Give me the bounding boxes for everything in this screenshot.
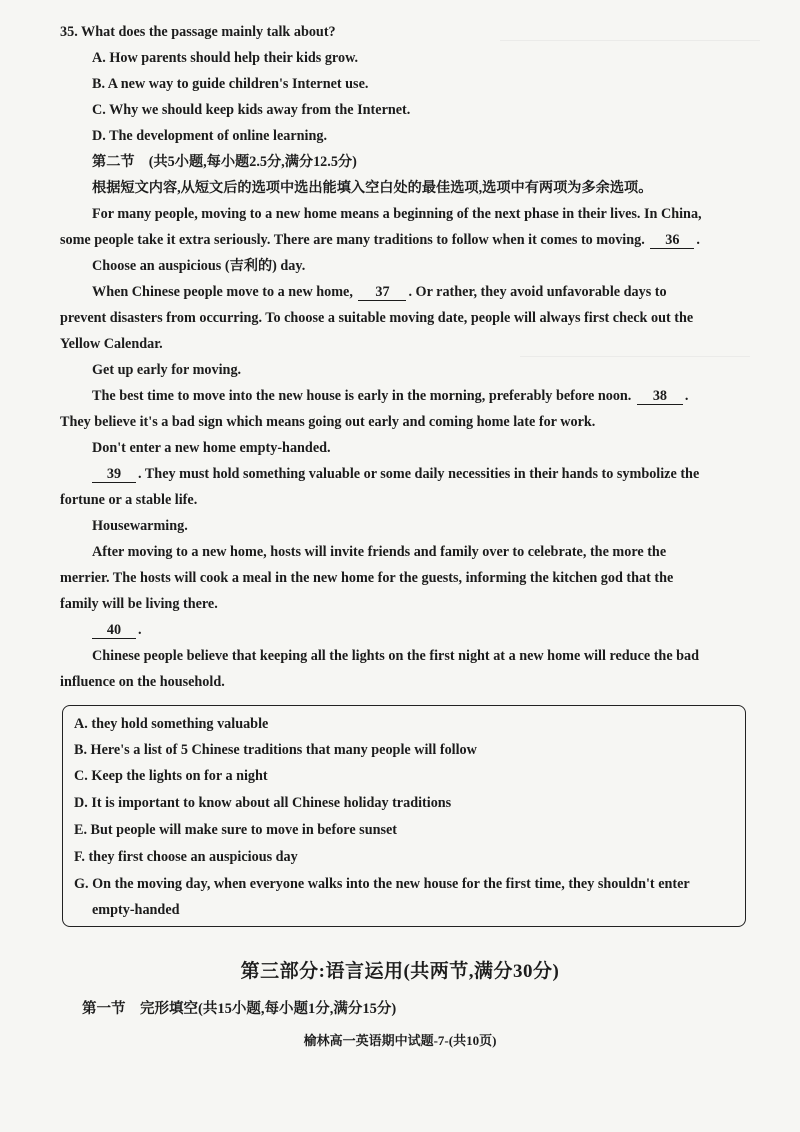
q35-option-c: C. Why we should keep kids away from the Internet.: [92, 102, 411, 118]
q35-stem: 35. What does the passage mainly talk about?: [60, 24, 336, 40]
passage-line: fortune or a stable life.: [60, 492, 198, 508]
passage-text: some people take it extra seriously. There are many traditions to follow when it comes to moving.: [60, 232, 645, 248]
passage-text: The best time to move into the new house is early in the morning, preferably before noon.: [92, 388, 632, 404]
period: .: [138, 622, 142, 638]
option-e: E. But people will make sure to move in before sunset: [74, 822, 398, 838]
passage-text: . Or rather, they avoid unfavorable days to: [408, 284, 667, 300]
part3-title: 第三部分:语言运用(共两节,满分30分): [240, 961, 560, 982]
page-footer: 榆林高一英语期中试题-7-(共10页): [303, 1033, 497, 1048]
option-f: F. they first choose an auspicious day: [74, 849, 298, 865]
passage-text: When Chinese people move to a new home,: [92, 284, 353, 300]
passage-text: . They must hold something valuable or some daily necessities in their hands to symbolize the: [138, 466, 700, 482]
passage-line: [92, 464, 699, 484]
option-a: A. they hold something valuable: [74, 716, 269, 732]
option-d: D. It is important to know about all Chinese holiday traditions: [74, 795, 452, 811]
passage-line: merrier. The hosts will cook a meal in the new home for the guests, informing the kitchen god that the: [60, 570, 674, 586]
passage-line: prevent disasters from occurring. To choose a suitable moving date, people will always first check out the: [60, 310, 694, 326]
passage-line: They believe it's a bad sign which means going out early and coming home late for work.: [60, 414, 596, 430]
passage-line: family will be living there.: [60, 596, 218, 612]
subheading-housewarming: Housewarming.: [92, 518, 188, 534]
passage-line: Chinese people believe that keeping all the lights on the first night at a new home will reduce the bad: [92, 648, 700, 664]
passage-line: [92, 386, 688, 406]
option-c: C. Keep the lights on for a night: [74, 768, 268, 784]
q35-option-b: B. A new way to guide children's Internet use.: [92, 76, 369, 92]
passage-line: [60, 230, 700, 250]
blank-40: 40: [92, 622, 136, 639]
section2-instruction: 根据短文内容,从短文后的选项中选出能填入空白处的最佳选项,选项中有两项为多余选项。: [92, 180, 653, 196]
subheading-get-up-early: Get up early for moving.: [92, 362, 242, 378]
subheading-empty-handed: Don't enter a new home empty-handed.: [92, 440, 331, 456]
option-g-continued: empty-handed: [92, 902, 180, 918]
q35-option-a: A. How parents should help their kids grow.: [92, 50, 359, 66]
passage-line: [92, 620, 142, 640]
subheading-auspicious-day: Choose an auspicious (吉利的) day.: [92, 258, 306, 274]
passage-line: For many people, moving to a new home means a beginning of the next phase in their lives. In China,: [92, 206, 702, 222]
blank-36: 36: [650, 232, 694, 249]
q35-option-d: D. The development of online learning.: [92, 128, 328, 144]
part3-section1-heading: 第一节 完形填空(共15小题,每小题1分,满分15分): [82, 1001, 397, 1017]
passage-line: [92, 282, 667, 302]
passage-line: influence on the household.: [60, 674, 225, 690]
option-b: B. Here's a list of 5 Chinese traditions that many people will follow: [74, 742, 477, 758]
section2-heading: 第二节 (共5小题,每小题2.5分,满分12.5分): [92, 154, 357, 170]
blank-39: 39: [92, 466, 136, 483]
passage-line: Yellow Calendar.: [60, 336, 163, 352]
period: .: [684, 388, 689, 404]
blank-38: 38: [637, 388, 683, 405]
passage-line: After moving to a new home, hosts will invite friends and family over to celebrate, the more the: [92, 544, 667, 560]
blank-37: 37: [358, 284, 406, 301]
bleed-through-mark: [500, 40, 760, 41]
bleed-through-mark: [520, 356, 750, 357]
period: .: [696, 232, 700, 248]
option-g: G. On the moving day, when everyone walks into the new house for the first time, they shouldn't enter: [74, 876, 690, 892]
